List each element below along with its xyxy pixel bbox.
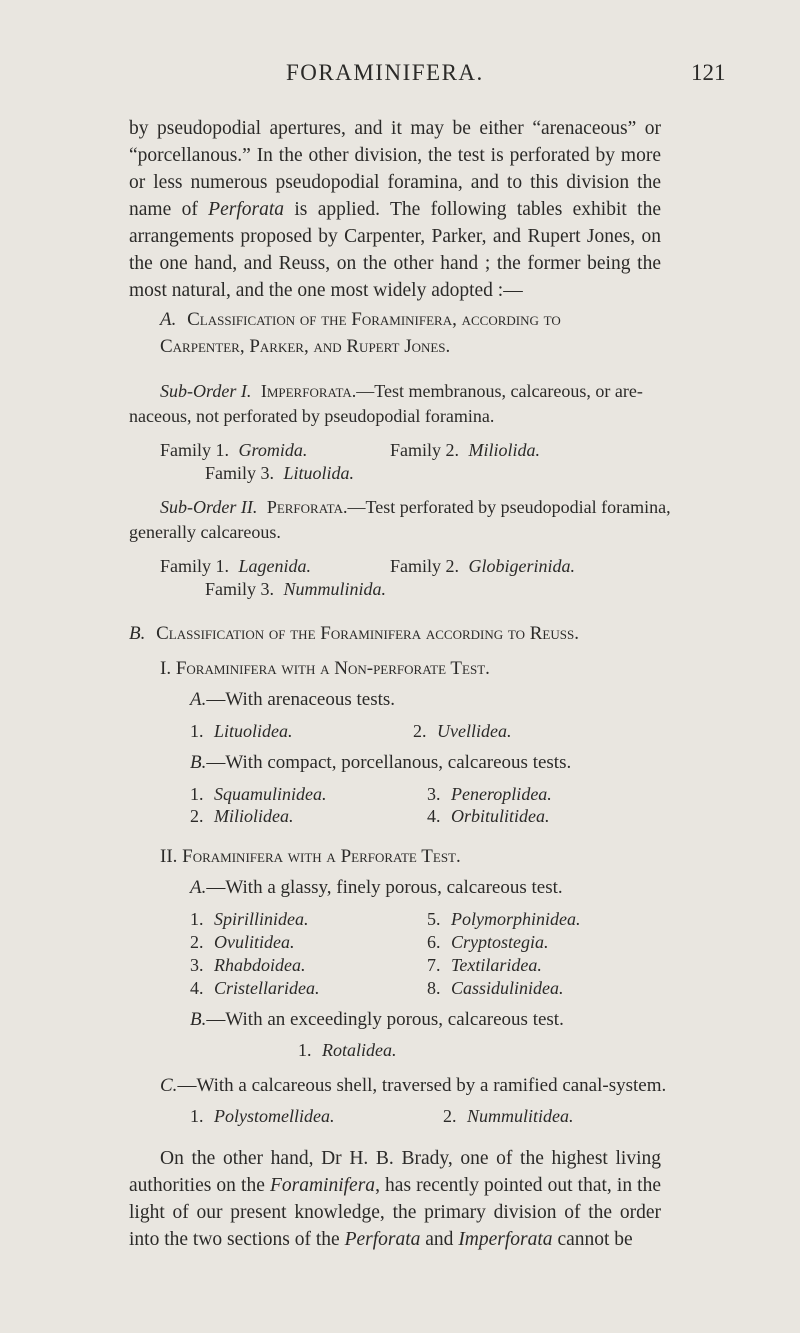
family-name: Lituolida.	[283, 463, 355, 483]
group-1-a-letter: A.	[190, 689, 207, 710]
suborder-1-family-3	[205, 463, 354, 484]
closing-text-4: cannot be	[552, 1229, 633, 1250]
group-1-a-text: —With arenaceous tests.	[206, 689, 396, 710]
page-header	[0, 60, 800, 90]
item-number: 4.	[190, 978, 204, 998]
item-name: Lituolidea.	[214, 721, 293, 741]
group-1-heading	[160, 658, 490, 680]
item-number: 4.	[427, 806, 441, 826]
group-2-a-item-7	[427, 955, 542, 976]
group-2-a-item-3	[190, 955, 306, 976]
item-number: 8.	[427, 978, 441, 998]
closing-paragraph	[129, 1145, 661, 1253]
item-number: 1.	[190, 721, 204, 741]
group-2-a-letter: A.	[190, 877, 207, 898]
item-name: Peneroplidea.	[451, 784, 552, 804]
group-2-c-letter: C.	[160, 1075, 178, 1096]
suborder-2-line1	[160, 497, 671, 518]
section-b-heading-text: Classification of the Foraminifera according to Reuss.	[156, 623, 579, 644]
section-b-letter: B.	[129, 623, 146, 644]
family-name: Nummulinida.	[283, 579, 387, 599]
section-a-heading-line1	[160, 309, 561, 331]
group-2-c-item-2	[443, 1106, 574, 1127]
running-title: FORAMINIFERA.	[286, 60, 484, 85]
item-name: Rhabdoidea.	[214, 955, 306, 975]
item-name: Cassidulinidea.	[451, 978, 564, 998]
item-number: 2.	[190, 932, 204, 952]
item-name: Spirillinidea.	[214, 909, 309, 929]
section-a-heading-line2	[160, 336, 450, 358]
suborder-1-name: Imperforata.	[260, 381, 357, 401]
suborder-1-text2: naceous, not perforated by pseudopodial foramina.	[129, 406, 495, 426]
group-2-b-item-1	[298, 1040, 397, 1061]
section-a-letter: A.	[160, 309, 177, 330]
item-name: Uvellidea.	[437, 721, 512, 741]
family-label: Family 3.	[205, 463, 275, 483]
suborder-1-text1: —Test membranous, calcareous, or are-	[356, 381, 643, 401]
closing-text-1: On the other hand, Dr H. B. Brady, one of the highest living authorities on the	[129, 1148, 661, 1196]
item-number: 6.	[427, 932, 441, 952]
suborder-1-line2	[129, 406, 494, 427]
family-name: Gromida.	[238, 440, 308, 460]
item-name: Rotalidea.	[322, 1040, 397, 1060]
suborder-2-text1: —Test perforated by pseudopodial foramina,	[347, 497, 671, 517]
group-1-b-item-1	[190, 784, 327, 805]
item-name: Textilaridea.	[451, 955, 542, 975]
family-name: Miliolida.	[468, 440, 541, 460]
group-2-heading-text: II. Foraminifera with a Perforate Test.	[160, 846, 461, 867]
suborder-1-family-2	[390, 440, 540, 461]
item-number: 1.	[190, 909, 204, 929]
intro-italic-perforata: Perforata	[208, 199, 285, 220]
group-2-c-text: —With a calcareous shell, traversed by a ramified canal-system.	[177, 1075, 667, 1096]
item-number: 3.	[427, 784, 441, 804]
suborder-1-label: Sub-Order I.	[160, 381, 252, 401]
suborder-2-family-3	[205, 579, 386, 600]
intro-text-2: is applied. The following tables exhibit the arrangements proposed by Carpenter, Parker, and Rupert Jones, on the one hand, and Reuss, on the other hand ; the former being the most natural, and the one most widely adopted :—	[129, 199, 661, 301]
item-name: Polystomellidea.	[214, 1106, 335, 1126]
section-a-heading-text1: Classification of the Foraminifera, according to	[187, 309, 561, 330]
family-name: Globigerinida.	[468, 556, 576, 576]
item-number: 2.	[413, 721, 427, 741]
group-1-b-line	[190, 752, 571, 774]
suborder-1-line1	[160, 381, 643, 402]
item-number: 2.	[190, 806, 204, 826]
item-name: Squamulinidea.	[214, 784, 327, 804]
suborder-2-text2: generally calcareous.	[129, 522, 281, 542]
group-2-a-item-6	[427, 932, 549, 953]
suborder-2-label: Sub-Order II.	[160, 497, 258, 517]
group-1-a-line	[190, 689, 395, 711]
suborder-1-family-1	[160, 440, 307, 461]
closing-italic-imperforata: Imperforata	[458, 1229, 553, 1250]
item-name: Polymorphinidea.	[451, 909, 581, 929]
item-number: 2.	[443, 1106, 457, 1126]
group-1-b-letter: B.	[190, 752, 207, 773]
group-1-heading-text: I. Foraminifera with a Non-perforate Test.	[160, 658, 490, 679]
group-1-b-item-3	[427, 784, 552, 805]
group-2-a-item-8	[427, 978, 564, 999]
intro-paragraph	[129, 115, 661, 304]
group-2-a-item-1	[190, 909, 309, 930]
family-label: Family 2.	[390, 556, 460, 576]
closing-italic-foraminifera: Foraminifera	[269, 1175, 376, 1196]
group-2-c-line	[160, 1075, 666, 1097]
section-b-heading	[129, 623, 579, 645]
item-name: Cristellaridea.	[214, 978, 320, 998]
item-number: 1.	[190, 784, 204, 804]
suborder-2-family-2	[390, 556, 575, 577]
item-name: Ovulitidea.	[214, 932, 295, 952]
group-2-a-text: —With a glassy, finely porous, calcareous test.	[206, 877, 563, 898]
group-2-c-item-1	[190, 1106, 334, 1127]
family-label: Family 3.	[205, 579, 275, 599]
closing-italic-perforata: Perforata	[344, 1229, 421, 1250]
item-name: Orbitulitidea.	[451, 806, 550, 826]
group-2-b-text: —With an exceedingly porous, calcareous test.	[206, 1009, 564, 1030]
group-1-a-item-2	[413, 721, 511, 742]
page-number: 121	[691, 60, 726, 85]
family-name: Lagenida.	[238, 556, 312, 576]
family-label: Family 2.	[390, 440, 460, 460]
group-2-a-item-5	[427, 909, 580, 930]
suborder-2-name: Perforata.	[266, 497, 348, 517]
group-2-a-item-2	[190, 932, 294, 953]
intro-text-1: by pseudopodial apertures, and it may be either “arenaceous” or “porcellanous.” In the other division, the test is perforated by more or less numerous pseudopodial foramina, and to this division the name of	[129, 118, 661, 220]
group-1-b-item-2	[190, 806, 294, 827]
section-a-heading-text2: Carpenter, Parker, and Rupert Jones.	[160, 336, 451, 357]
group-1-a-item-1	[190, 721, 293, 742]
family-label: Family 1.	[160, 440, 230, 460]
group-1-b-text: —With compact, porcellanous, calcareous tests.	[206, 752, 572, 773]
group-2-heading	[160, 846, 461, 868]
closing-text-2: , has recently pointed out that, in the light of our present knowledge, the primary division of the order into the two sections of the	[129, 1175, 661, 1250]
closing-text-3: and	[420, 1229, 459, 1250]
item-name: Cryptostegia.	[451, 932, 549, 952]
group-2-a-line	[190, 877, 563, 899]
item-number: 7.	[427, 955, 441, 975]
group-2-b-line	[190, 1009, 564, 1031]
group-2-a-item-4	[190, 978, 320, 999]
item-number: 5.	[427, 909, 441, 929]
group-1-b-item-4	[427, 806, 550, 827]
item-number: 1.	[298, 1040, 312, 1060]
item-name: Nummulitidea.	[467, 1106, 574, 1126]
item-number: 1.	[190, 1106, 204, 1126]
suborder-2-line2	[129, 522, 281, 543]
family-label: Family 1.	[160, 556, 230, 576]
item-name: Miliolidea.	[214, 806, 294, 826]
group-2-b-letter: B.	[190, 1009, 207, 1030]
item-number: 3.	[190, 955, 204, 975]
suborder-2-family-1	[160, 556, 311, 577]
